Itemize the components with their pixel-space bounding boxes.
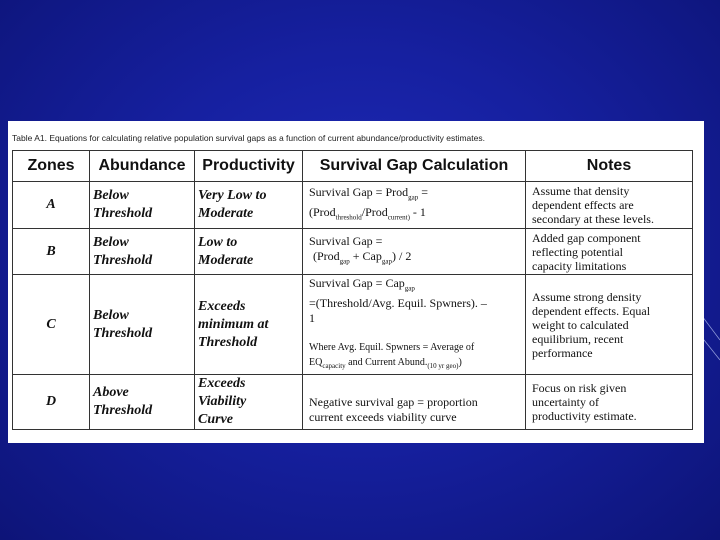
notes-line: uncertainty of <box>532 395 599 410</box>
abundance-line: Threshold <box>93 252 153 268</box>
abundance-cell <box>90 229 195 275</box>
productivity-line: Low to <box>198 234 238 250</box>
table-row <box>13 375 693 430</box>
notes-line: dependent effects are <box>532 198 634 212</box>
zone-cell: C <box>13 275 90 375</box>
calc-line: =(Threshold/Avg. Equil. Spwners). – <box>309 296 487 311</box>
notes-cell <box>526 275 693 375</box>
header-zones: Zones <box>13 151 90 182</box>
calc-line: Survival Gap = Cap$_{gap}$ <box>309 276 415 293</box>
notes-cell <box>526 229 693 275</box>
productivity-line: Threshold <box>198 334 258 350</box>
abundance-line: Above <box>93 385 129 401</box>
table-row <box>13 229 693 275</box>
header-notes: Notes <box>526 151 693 182</box>
survival-gap-table <box>12 150 693 430</box>
productivity-line: Viability <box>198 394 247 410</box>
zone-cell: D <box>13 375 90 430</box>
abundance-line: Threshold <box>93 325 153 341</box>
notes-cell <box>526 375 693 430</box>
productivity-line: Moderate <box>198 252 254 268</box>
notes-line: productivity estimate. <box>532 409 637 424</box>
notes-line: performance <box>532 345 593 360</box>
notes-line: secondary at these levels. <box>532 212 654 226</box>
calculation-cell <box>303 375 526 430</box>
calc-line: Survival Gap = Prod$_{gap}$ = <box>309 184 428 201</box>
zone-cell: A <box>13 182 90 229</box>
abundance-cell <box>90 275 195 375</box>
abundance-line: Threshold <box>93 403 153 419</box>
notes-line: Assume that density <box>532 184 630 198</box>
notes-line: equilibrium, recent <box>532 331 624 346</box>
table-caption: Table A1. Equations for calculating relative population survival gaps as a function of current abundance/productivity estimates. <box>12 133 485 143</box>
calc-line: Survival Gap = <box>309 233 383 248</box>
header-survival-gap: Survival Gap Calculation <box>303 151 526 182</box>
abundance-cell <box>90 375 195 430</box>
productivity-cell <box>195 182 303 229</box>
productivity-cell <box>195 375 303 430</box>
table-panel <box>8 121 704 443</box>
productivity-line: minimum at <box>198 316 269 332</box>
calc-line: current exceeds viability curve <box>309 410 457 425</box>
calculation-cell <box>303 275 526 375</box>
notes-line: weight to calculated <box>532 317 629 332</box>
productivity-cell <box>195 229 303 275</box>
notes-line: capacity limitations <box>532 258 627 273</box>
notes-line: Added gap component <box>532 230 641 245</box>
notes-line: Focus on risk given <box>532 381 627 396</box>
productivity-line: Curve <box>198 412 233 428</box>
abundance-line: Below <box>93 188 129 203</box>
notes-line: dependent effects. Equal <box>532 303 651 318</box>
productivity-line: Very Low to <box>198 188 267 203</box>
zone-cell: B <box>13 229 90 275</box>
calc-line: (Prod$_{threshold}$/Prod$_{current)}$ - 1 <box>309 205 426 222</box>
table-row <box>13 182 693 229</box>
header-abundance: Abundance <box>90 151 195 182</box>
calculation-cell <box>303 182 526 229</box>
calc-line: (Prod$_{gap}$ + Cap$_{gap}$) / 2 <box>313 248 412 266</box>
calc-note-line: Where Avg. Equil. Spwners = Average of <box>309 342 475 354</box>
abundance-line: Below <box>93 307 129 323</box>
calculation-cell <box>303 229 526 275</box>
productivity-line: Exceeds <box>198 298 246 314</box>
productivity-line: Moderate <box>198 206 254 221</box>
header-productivity: Productivity <box>195 151 303 182</box>
notes-cell <box>526 182 693 229</box>
table-row <box>13 275 693 375</box>
productivity-cell <box>195 275 303 375</box>
notes-line: reflecting potential <box>532 244 623 259</box>
calc-note-line: $EQ_{capacity}$ and Current $Abund._{(10 yr geo)}$) <box>309 357 462 371</box>
calc-line: Negative survival gap = proportion <box>309 395 478 410</box>
calc-line: 1 <box>309 311 315 326</box>
notes-line: Assume strong density <box>532 289 642 304</box>
productivity-line: Exceeds <box>198 376 246 392</box>
header-row <box>13 151 693 182</box>
abundance-cell <box>90 182 195 229</box>
abundance-line: Below <box>93 234 129 250</box>
abundance-line: Threshold <box>93 206 153 221</box>
